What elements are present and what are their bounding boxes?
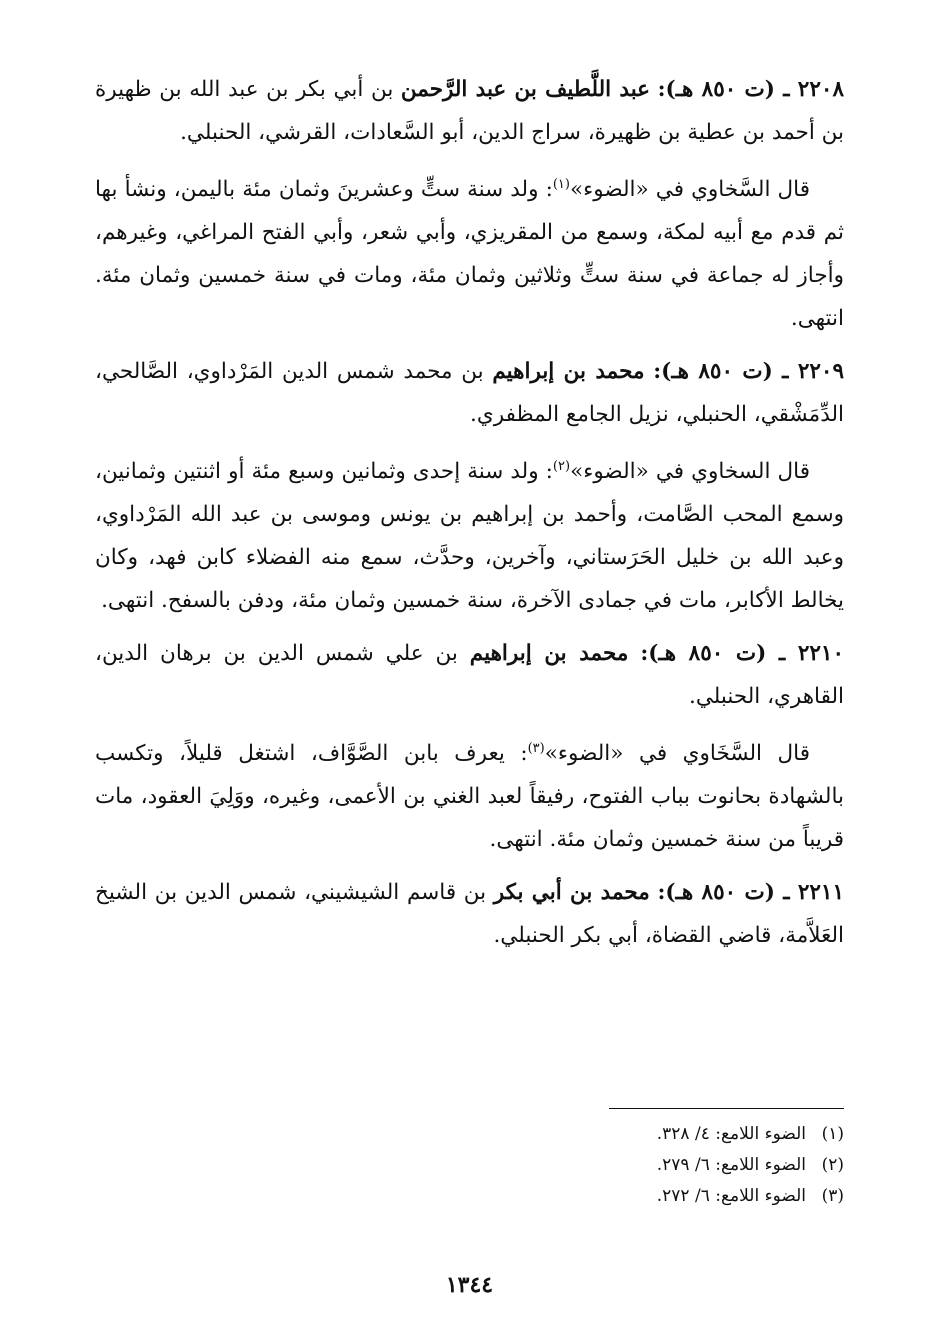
entry-2208 [95,68,844,340]
entry-number: ٢٢٠٩ ـ (ت ٨٥٠ هـ): [653,359,845,384]
footnotes [95,1108,844,1212]
page-number: ١٣٤٤ [445,1272,494,1298]
footnote-ref: (٣) [527,740,545,756]
entry-name: محمد بن أبي بكر [493,880,650,905]
footnote-text: الضوء اللامع: ٦/ ٢٧٢. [656,1186,806,1206]
entry-body [95,732,844,861]
entry-heading [95,68,844,154]
entry-lineage: بن علي شمس الدين بن برهان الدين، القاهري، الحنبلي. [95,641,844,709]
entry-heading [95,350,844,436]
body-rest: : ولد سنة إحدى وثمانين وسبع مئة أو اثنتين وثمانين، وسمع المحب الصَّامت، وأحمد بن إبراهيم بن يونس وموسى بن عبد الله المَرْداوي، وعبد الله بن خليل الحَرَستاني، وآخرين، وحدَّث، سمع منه الفضلاء كابن فهد، وكان يخالط الأكابر، مات في جمادى الآخرة، سنة خمسين وثمان مئة، ودفن بالسفح. انتهى. [95,459,844,613]
entry-heading [95,871,844,957]
entry-number: ٢٢١٠ ـ (ت ٨٥٠ هـ): [640,641,845,666]
entry-number: ٢٢١١ ـ (ت ٨٥٠ هـ): [657,880,845,905]
footnote-number: (٢) [821,1155,844,1175]
entry-2211 [95,871,844,957]
body-rest: : يعرف بابن الصَّوَّاف، اشتغل قليلاً، وتكسب بالشهادة بحانوت بباب الفتوح، رفيقاً لعبد الغني بن الأعمى، وغيره، ووَلِيَ العقود، مات قريباً من سنة خمسين وثمان مئة. انتهى. [95,741,844,852]
entry-name: محمد بن إبراهيم [492,359,645,384]
main-text [95,68,844,957]
entry-name: عبد اللَّطيف بن عبد الرَّحمن [400,77,651,102]
footnote-ref: (١) [552,176,570,192]
footnote-divider [609,1108,844,1109]
body-start: قال السَّخَاوي في «الضوء» [544,741,810,766]
footnote-item [95,1181,844,1212]
footnote-item [95,1150,844,1181]
entry-2209 [95,350,844,622]
entry-lineage: بن أبي بكر بن عبد الله بن ظهيرة بن أحمد بن عطية بن ظهيرة، سراج الدين، أبو السَّعادات، القرشي، الحنبلي. [95,77,844,145]
body-rest: : ولد سنة ستٍّ وعشرينَ وثمان مئة باليمن، ونشأ بها ثم قدم مع أبيه لمكة، وسمع من المقريزي، وأبي شعر، وأبي الفتح المراغي، وغيرهم، وأجاز له جماعة في سنة ستٍّ وثلاثين وثمان مئة، ومات في سنة خمسين وثمان مئة. انتهى. [95,177,844,331]
body-start: قال السخاوي في «الضوء» [570,459,810,484]
entry-body [95,168,844,340]
footnote-number: (١) [821,1124,844,1144]
entry-name: محمد بن إبراهيم [469,641,629,666]
footnote-item [95,1119,844,1150]
footnote-ref: (٢) [552,458,571,474]
footnote-text: الضوء اللامع: ٦/ ٢٧٩. [656,1155,806,1175]
entry-lineage: بن محمد شمس الدين المَرْداوي، الصَّالحي، الدِّمَشْقي، الحنبلي، نزيل الجامع المظفري. [95,359,844,427]
entry-number: ٢٢٠٨ ـ (ت ٨٥٠ هـ): [657,77,844,102]
footnote-number: (٣) [821,1186,844,1206]
entry-heading [95,632,844,718]
footnote-text: الضوء اللامع: ٤/ ٣٢٨. [656,1124,806,1144]
entry-2210 [95,632,844,861]
body-start: قال السَّخاوي في «الضوء» [569,177,811,202]
entry-lineage: بن قاسم الشيشيني، شمس الدين بن الشيخ العَلاَّمة، قاضي القضاة، أبي بكر الحنبلي. [95,880,844,948]
entry-body [95,450,844,622]
